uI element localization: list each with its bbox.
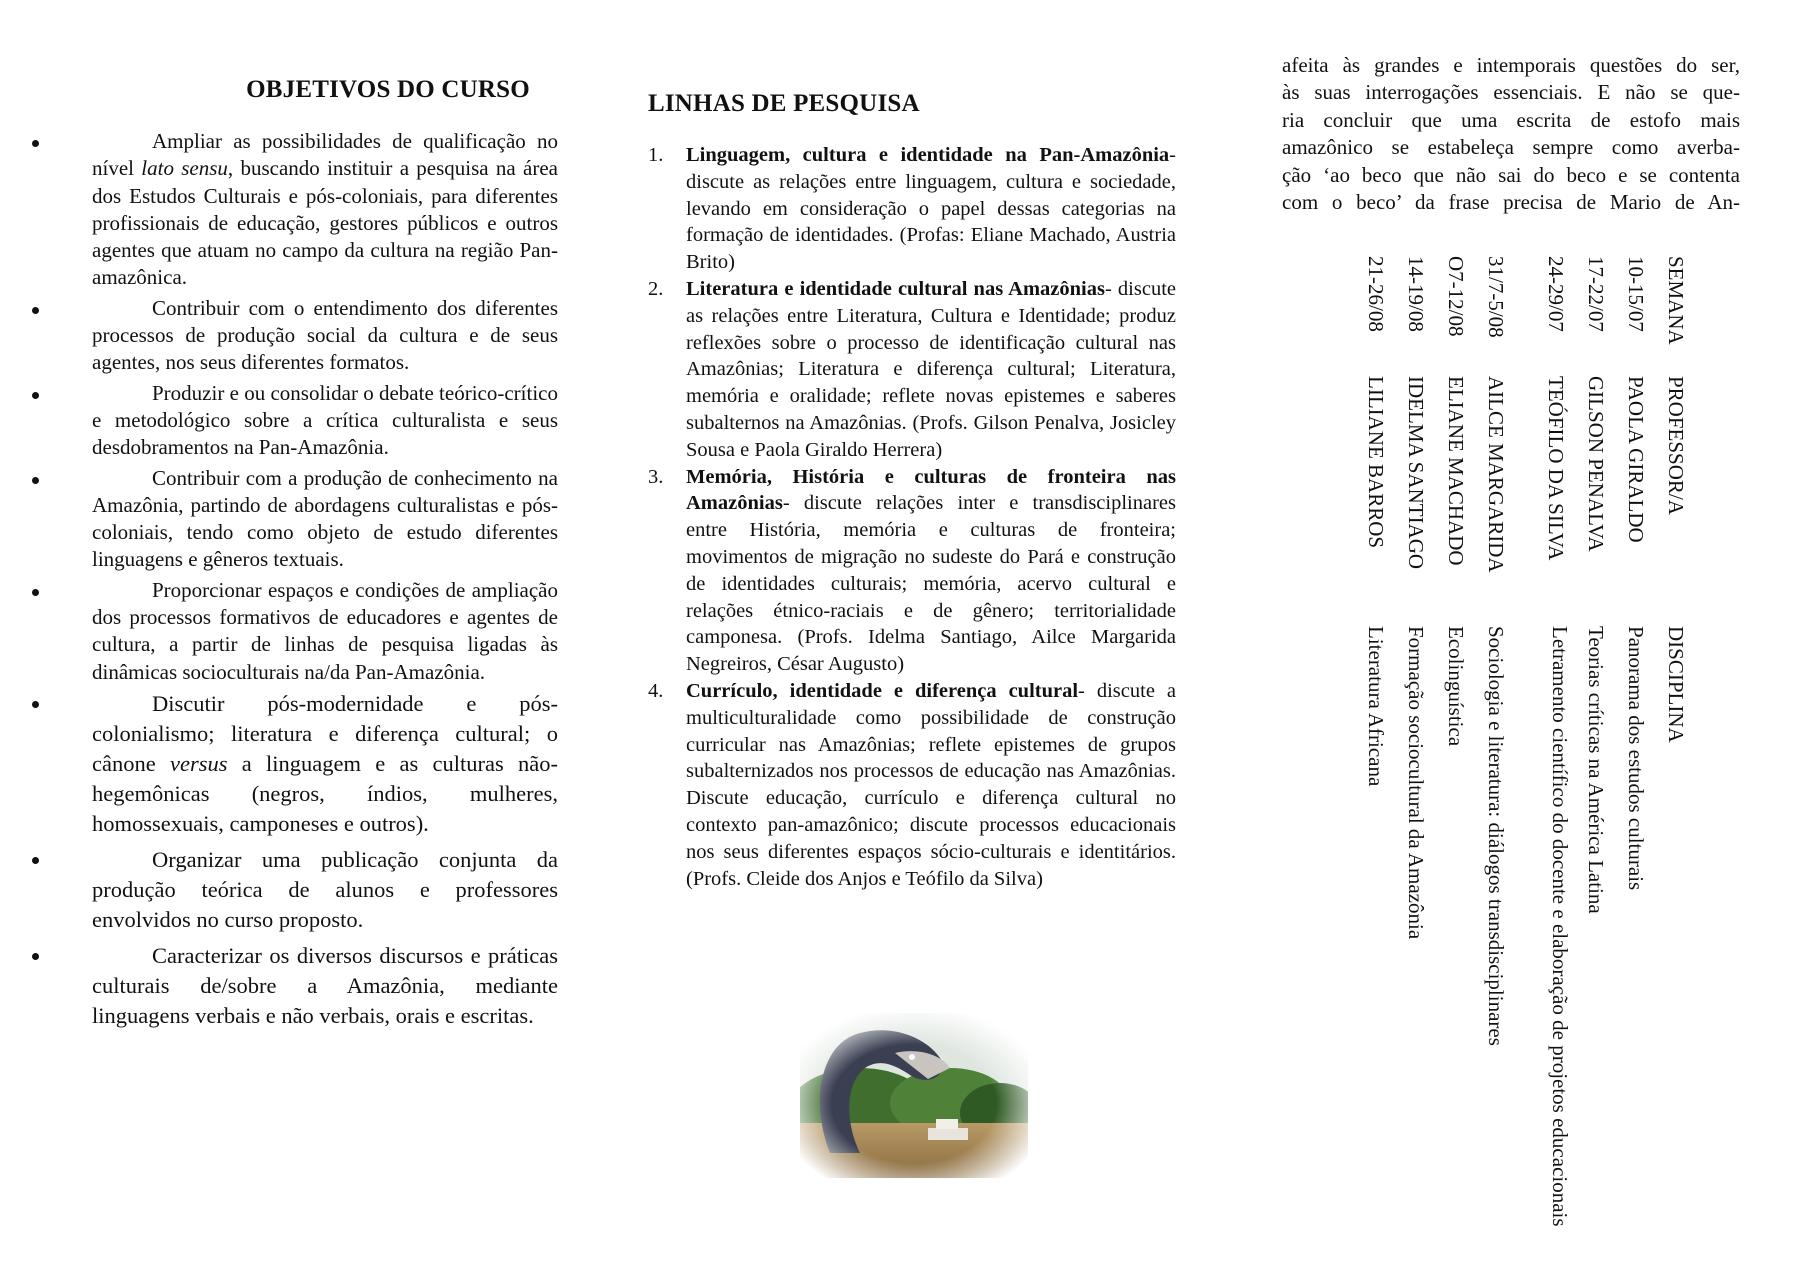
discipline-cell: Panorama dos estudos culturais xyxy=(1624,626,1648,891)
week-cell: 24-29/07 xyxy=(1544,256,1568,332)
research-line-item xyxy=(648,678,1176,892)
research-line-body: - discute as relações entre Literatura, Cultura e Identidade; produz reflexões sobre o processo de identificação cultural nas Amazônias; Literatura e diferença cultural; Literatura, memória e oralidade; reflete novas epistemes e saberes subalternos na Amazônias. (Profs. Gilson Penalva, Josicley Sousa e Paola Giraldo Herrera) xyxy=(686,277,1177,461)
bullet-icon xyxy=(32,392,39,399)
item-number: 2. xyxy=(648,277,664,300)
teacher-cell: ELIANE MACHADO xyxy=(1444,376,1468,566)
schedule-row xyxy=(1396,256,1436,1266)
schedule-header-row xyxy=(1656,256,1696,1266)
item-number: 1. xyxy=(648,144,664,166)
week-cell: 17-22/07 xyxy=(1584,256,1608,332)
objective-text: Ampliar as possibilidades de qualificação no nível lato sensu, buscando instituir a pesquisa na área dos Estudos Culturais e pós-coloniais, para diferentes profissionais de educação, gestores públicos e outros agentes que atuam no campo da cultura na região Pan-amazônica. xyxy=(92,129,558,290)
objective-text: Discutir pós-modernidade e pós-colonialismo; literatura e diferença cultural; o cânone versus a linguagem e as culturas não-hegemônicas (negros, índios, mulheres, homossexuais, camponeses e outros). xyxy=(92,690,558,836)
item-number: 4. xyxy=(648,679,664,702)
bullet-icon xyxy=(32,307,39,314)
teacher-cell: LILIANE BARROS xyxy=(1364,376,1388,549)
objective-item xyxy=(92,845,558,935)
week-cell: 31/7-5/08 xyxy=(1484,256,1508,338)
research-line-body: - discute a multiculturalidade como possibilidade de construção curricular nas Amazônias; reflete epistemes de grupos subalternizados nos processos de educação nas Amazônias. Discute educação, currículo e diferença cultural no contexto pan-amazônico; discute processos educacionais nos seus diferentes espaços sócio-culturais e identitários. (Profs. Cleide dos Anjos e Teófilo da Silva) xyxy=(686,679,1177,890)
objective-text: Contribuir com o entendimento dos diferentes processos de produção social da cultura e de seus agentes, nos seus diferentes formatos. xyxy=(92,295,558,375)
discipline-cell: Letramento científico do docente e elaboração de projetos educacionais xyxy=(1548,626,1572,1227)
objectives-title: OBJETIVOS DO CURSO xyxy=(246,76,530,103)
schedule-table xyxy=(1316,256,1696,1266)
teacher-cell: GILSON PENALVA xyxy=(1584,376,1608,552)
research-lines-list xyxy=(648,142,1176,892)
research-line-heading: Literatura e identidade cultural nas Amazônias xyxy=(686,277,1105,300)
text-line: às suas interrogações essenciais. E não se que- xyxy=(1282,80,1740,105)
objective-text: Proporcionar espaços e condições de ampliação dos processos formativos de educadores e agentes de cultura, a partir de linhas de pesquisa ligadas às dinâmicas socioculturais na/da Pan-Amazônia. xyxy=(92,577,558,684)
bullet-icon xyxy=(32,857,39,864)
teacher-cell: IDELMA SANTIAGO xyxy=(1404,376,1428,570)
text-line: ria concluir que uma escrita de estofo mais xyxy=(1282,107,1740,132)
header-week: SEMANA xyxy=(1664,256,1688,345)
bullet-icon xyxy=(32,140,39,147)
research-line-heading: Memória, História e culturas de fronteira nas Amazônias xyxy=(686,465,1176,515)
bullet-icon xyxy=(32,589,39,596)
research-lines-title: LINHAS DE PESQUISA xyxy=(648,90,920,117)
serpent-boat-image xyxy=(800,1013,1028,1178)
text-line: amazônico se estabeleça sempre como averba- xyxy=(1282,135,1740,160)
schedule-row xyxy=(1576,256,1616,1266)
item-number: 3. xyxy=(648,465,664,488)
discipline-cell: Teorias críticas na América Latina xyxy=(1584,626,1608,914)
objective-text: Organizar uma publicação conjunta da produção teórica de alunos e professores envolvidos no curso proposto. xyxy=(92,846,558,932)
objective-item xyxy=(92,295,558,377)
objective-text: Produzir e ou consolidar o debate teórico-crítico e metodológico sobre a crítica culturalista e seus desdobramentos na Pan-Amazônia. xyxy=(92,380,558,460)
amazon-serpent-illustration xyxy=(800,1013,1028,1178)
week-cell: 10-15/07 xyxy=(1624,256,1648,332)
week-cell: 14-19/08 xyxy=(1404,256,1428,332)
header-teacher: PROFESSOR/A xyxy=(1664,376,1688,515)
objective-item xyxy=(92,128,558,292)
week-cell: O7-12/08 xyxy=(1444,256,1468,337)
teacher-cell: TEÓFILO DA SILVA xyxy=(1544,376,1568,561)
continuation-text xyxy=(1282,52,1740,216)
teacher-cell: AILCE MARGARIDA xyxy=(1484,376,1508,573)
bullet-icon xyxy=(32,477,39,484)
objective-text: Contribuir com a produção de conhecimento na Amazônia, partindo de abordagens culturalistas e pós-coloniais, tendo como objeto de estudo diferentes linguagens e gêneros textuais. xyxy=(92,465,558,572)
schedule-row xyxy=(1616,256,1656,1266)
research-line-body: - discute as relações entre linguagem, cultura e sociedade, levando em consideração o papel dessas categorias na formação de identidades. (Profas: Eliane Machado, Austria Brito) xyxy=(686,144,1176,274)
objective-text: Caracterizar os diversos discursos e práticas culturais de/sobre a Amazônia, mediante linguagens verbais e não verbais, orais e escritas. xyxy=(92,942,558,1028)
objective-item xyxy=(92,577,558,686)
teacher-cell: PAOLA GIRALDO xyxy=(1624,376,1648,543)
objective-item xyxy=(92,380,558,462)
discipline-cell: Sociologia e literatura: diálogos transdisciplinares xyxy=(1484,626,1508,1046)
bullet-icon xyxy=(32,953,39,960)
objective-item xyxy=(92,465,558,574)
text-line: afeita às grandes e intemporais questões do ser, xyxy=(1282,53,1740,77)
objectives-list xyxy=(92,128,558,1037)
schedule-row xyxy=(1356,256,1396,1266)
discipline-cell: Formação sociocultural da Amazônia xyxy=(1404,626,1428,940)
research-line-item xyxy=(648,464,1176,678)
text-line: ção ‘ao beco que não sai do beco e se contenta xyxy=(1282,162,1740,187)
schedule-row xyxy=(1436,256,1476,1266)
research-line-item xyxy=(648,142,1176,276)
research-line-heading: Currículo, identidade e diferença cultural xyxy=(686,679,1079,702)
header-discipline: DISCIPLINA xyxy=(1664,626,1688,743)
text-line: com o beco’ da frase precisa de Mario de An- xyxy=(1282,190,1740,215)
schedule-row xyxy=(1516,256,1576,1266)
schedule-row xyxy=(1476,256,1516,1266)
discipline-cell: Literatura Africana xyxy=(1364,626,1388,787)
research-line-item xyxy=(648,276,1176,464)
research-line-body: - discute relações inter e transdisciplinares entre História, memória e culturas de fronteira; movimentos de migração no sudeste do Pará e construção de identidades culturais; memória, acervo cultural e relações étnico-raciais e de gênero; territorialidade camponesa. (Profs. Idelma Santiago, Ailce Margarida Negreiros, César Augusto) xyxy=(686,492,1176,676)
discipline-cell: Ecolinguística xyxy=(1444,626,1468,747)
week-cell: 21-26/08 xyxy=(1364,256,1388,332)
bullet-icon xyxy=(32,701,39,708)
research-line-heading: Linguagem, cultura e identidade na Pan-Amazônia xyxy=(686,144,1170,166)
objective-item xyxy=(92,689,558,839)
objective-item xyxy=(92,941,558,1031)
